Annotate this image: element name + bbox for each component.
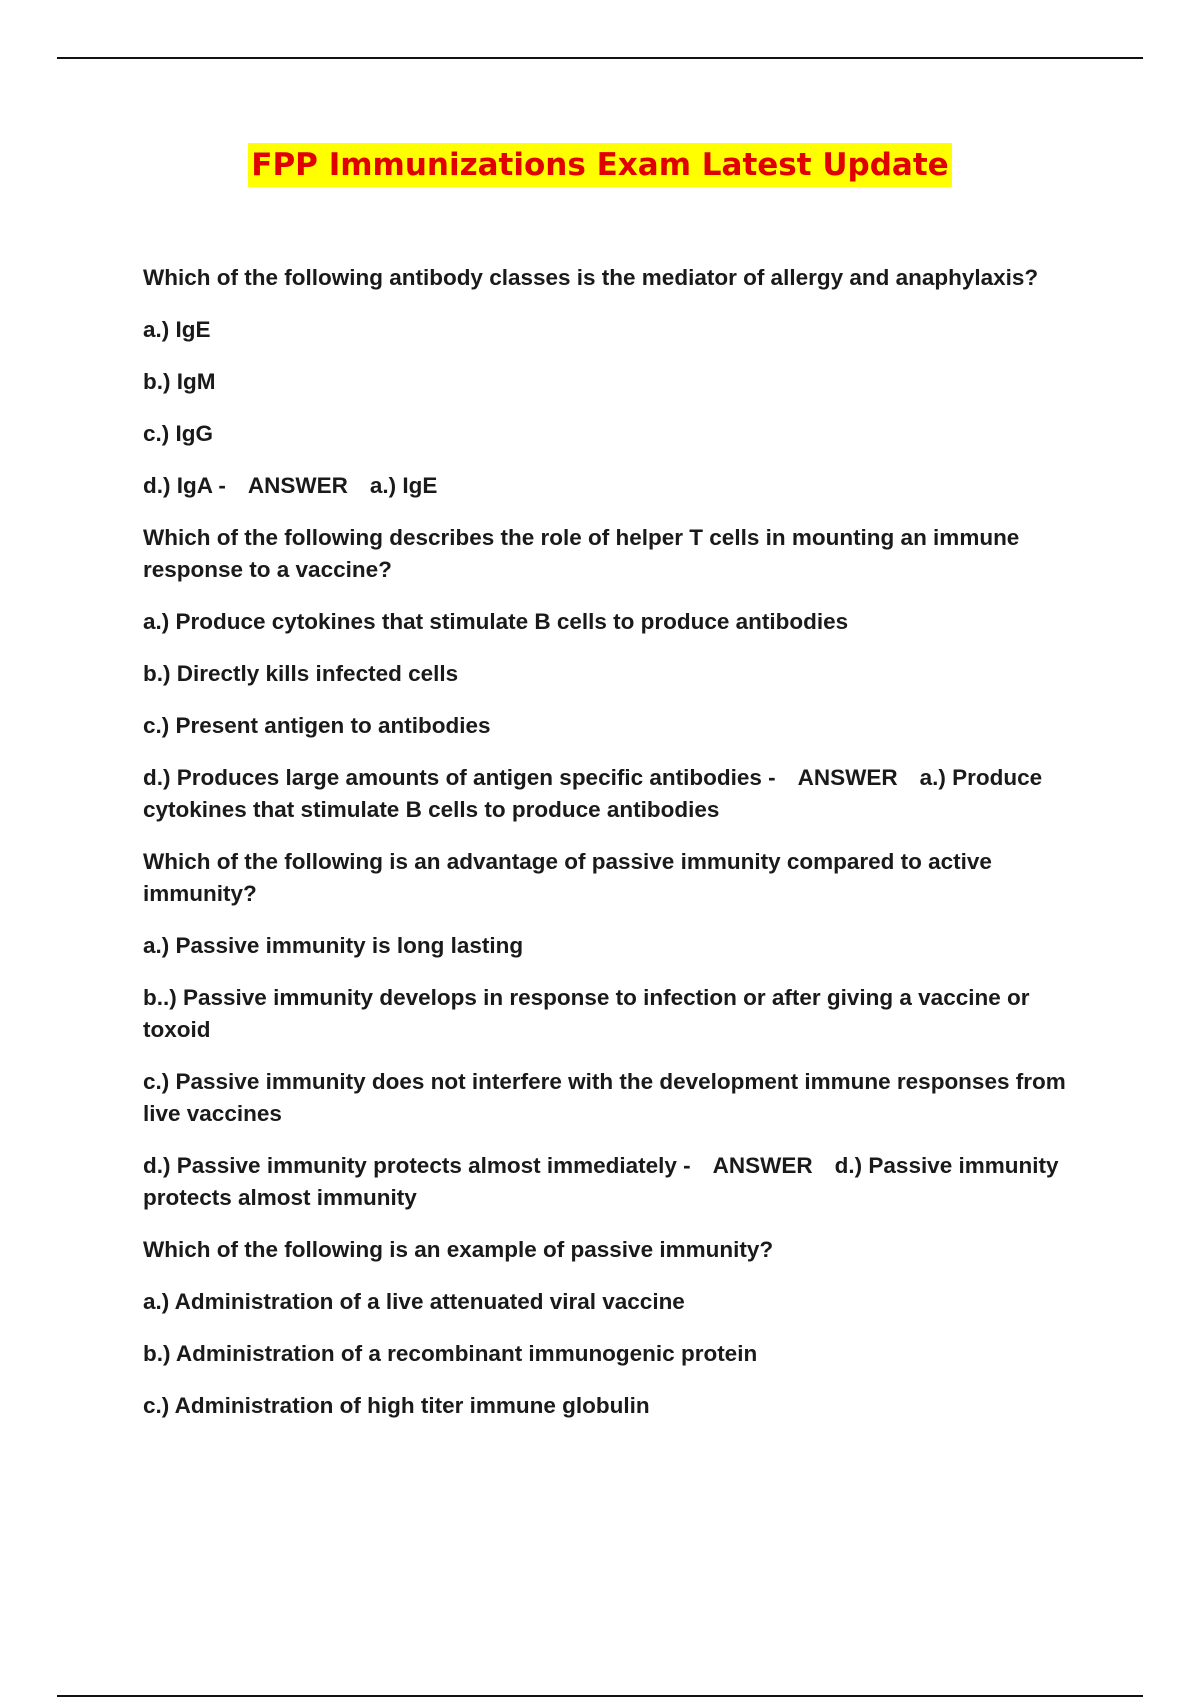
question-3-option-d-with-answer xyxy=(143,1150,1103,1214)
question-1-option-a: a.) IgE xyxy=(143,317,211,342)
question-2-option-c: c.) Present antigen to antibodies xyxy=(143,713,491,738)
question-3-option-a: a.) Passive immunity is long lasting xyxy=(143,933,524,958)
question-1-option-d-with-answer xyxy=(143,470,1103,502)
question-4: Which of the following is an example of passive immunity? xyxy=(143,1237,774,1262)
question-2-answer-label: ANSWER xyxy=(797,765,898,790)
question-3-option-b: b..) Passive immunity develops in response to infection or after giving a vaccine or toxoid xyxy=(143,985,1030,1042)
question-4-option-b: b.) Administration of a recombinant immunogenic protein xyxy=(143,1341,758,1366)
question-1-option-c: c.) IgG xyxy=(143,421,214,446)
bottom-rule xyxy=(57,1695,1143,1697)
question-1-option-b: b.) IgM xyxy=(143,369,216,394)
question-3-option-d: d.) Passive immunity protects almost immediately - xyxy=(143,1153,691,1178)
question-2-answer: a.) Produce cytokines that stimulate B cells to produce antibodies xyxy=(143,765,1043,822)
page-title: FPP Immunizations Exam Latest Update xyxy=(248,143,951,187)
question-3-answer-label: ANSWER xyxy=(712,1153,813,1178)
document-body xyxy=(143,262,1103,1442)
question-1-answer: a.) IgE xyxy=(369,473,438,498)
question-3-answer: d.) Passive immunity protects almost immunity xyxy=(143,1153,1059,1210)
question-2-option-d: d.) Produces large amounts of antigen specific antibodies - xyxy=(143,765,776,790)
title-container xyxy=(0,143,1200,187)
question-1: Which of the following antibody classes is the mediator of allergy and anaphylaxis? xyxy=(143,265,1039,290)
question-2-option-d-with-answer xyxy=(143,762,1103,826)
question-2: Which of the following describes the role of helper T cells in mounting an immune response to a vaccine? xyxy=(143,525,1020,582)
question-2-option-b: b.) Directly kills infected cells xyxy=(143,661,459,686)
question-1-answer-label: ANSWER xyxy=(247,473,348,498)
top-rule xyxy=(57,57,1143,59)
question-2-option-a: a.) Produce cytokines that stimulate B cells to produce antibodies xyxy=(143,609,849,634)
question-3: Which of the following is an advantage of passive immunity compared to active immunity? xyxy=(143,849,992,906)
question-1-option-d: d.) IgA - xyxy=(143,473,226,498)
question-4-option-a: a.) Administration of a live attenuated viral vaccine xyxy=(143,1289,685,1314)
question-3-option-c: c.) Passive immunity does not interfere with the development immune responses from live vaccines xyxy=(143,1069,1066,1126)
question-4-option-c: c.) Administration of high titer immune globulin xyxy=(143,1393,650,1418)
